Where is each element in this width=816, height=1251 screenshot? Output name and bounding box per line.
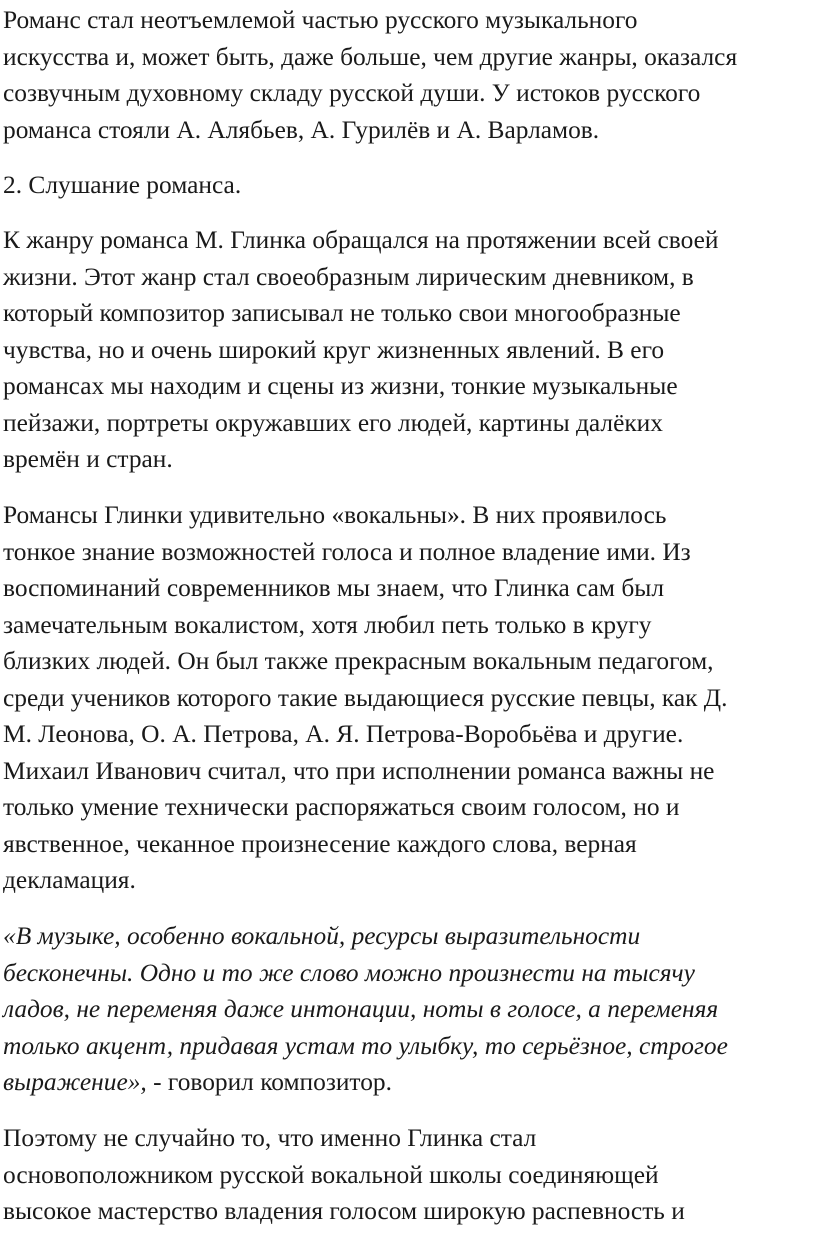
text-line: созвучным духовному складу русской души. У истоков русского — [3, 79, 701, 107]
text-line: только умение технически распоряжаться своим голосом, но и — [3, 793, 680, 821]
text-line: среди учеников которого такие выдающиеся русские певцы, как Д. — [3, 683, 728, 712]
text-line: искусства и, может быть, даже больше, чем другие жанры, оказался — [3, 42, 738, 71]
paragraph-conclusion — [3, 1120, 813, 1230]
quote-line: только акцент, придавая устам то улыбку, то серьёзное, строгое — [3, 1031, 728, 1060]
section-heading — [3, 167, 813, 204]
quote-line: «В музыке, особенно вокальной, ресурсы выразительности — [3, 922, 641, 950]
text-line: воспоминаний современников мы знаем, что Глинка сам был — [3, 574, 664, 602]
text-line: К жанру романса М. Глинка обращался на протяжении всей своей — [3, 226, 719, 254]
quote-last-line — [3, 1064, 813, 1101]
text-line: замечательным вокалистом, хотя любил петь только в кругу — [3, 610, 652, 639]
text-line: тонкое знание возможностей голоса и полное владение ими. Из — [3, 537, 691, 566]
text-line: романсах мы находим и сцены из жизни, тонкие музыкальные — [3, 372, 678, 400]
text-line: Романсы Глинки удивительно «вокальны». В них проявилось — [3, 501, 667, 529]
text-line: который композитор записывал не только свои многообразные — [3, 299, 681, 327]
paragraph-glinka-genre — [3, 222, 813, 478]
text-line: Михаил Иванович считал, что при исполнении романса важны не — [3, 756, 715, 785]
text-line: романса стояли А. Алябьев, А. Гурилёв и А. Варламов. — [3, 115, 600, 144]
quote-line: бесконечны. Одно и то же слово можно произнести на тысячу — [3, 958, 695, 987]
quote-line: ладов, не переменяя даже интонации, ноты в голосе, а переменяя — [3, 995, 719, 1023]
text-line: пейзажи, портреты окружавших его людей, картины далёких — [3, 408, 663, 437]
text-line: Романс стал неотъемлемой частью русского музыкального — [3, 6, 638, 34]
text-line: высокое мастерство владения голосом широкую распевность и — [3, 1197, 685, 1225]
text-line: жизни. Этот жанр стал своеобразным лирическим дневником, в — [3, 262, 694, 291]
quote-attribution: - говорил композитор. — [146, 1068, 392, 1096]
text-line: явственное, чеканное произнесение каждого слова, верная — [3, 829, 637, 858]
paragraph-vocal — [3, 497, 813, 899]
text-line: Поэтому не случайно то, что именно Глинка стал — [3, 1124, 537, 1152]
text-line: основоположником русской вокальной школы соединяющей — [3, 1160, 659, 1189]
text-line: 2. Слушание романса. — [3, 171, 242, 199]
text-line: декламация. — [3, 866, 136, 894]
paragraph-quote — [3, 918, 813, 1101]
quote-end: выражение», — [3, 1068, 147, 1096]
text-line: времён и стран. — [3, 445, 173, 473]
text-line: М. Леонова, О. А. Петрова, А. Я. Петрова-Воробьёва и другие. — [3, 720, 684, 748]
text-line: чувства, но и очень широкий круг жизненных явлений. В его — [3, 335, 665, 364]
text-line: близких людей. Он был также прекрасным вокальным педагогом, — [3, 647, 714, 675]
paragraph-intro — [3, 2, 813, 148]
